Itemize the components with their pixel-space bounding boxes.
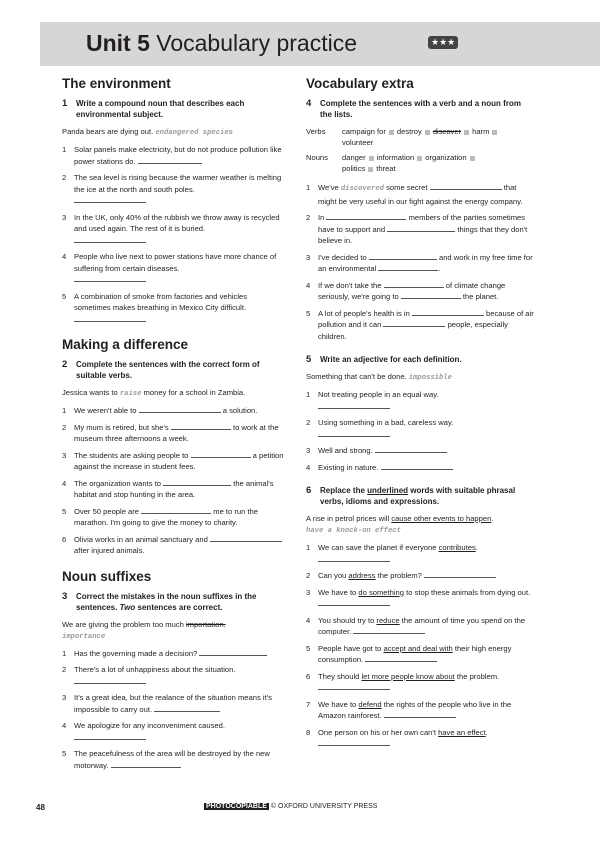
- item-text: You should try to: [318, 615, 375, 625]
- exercise-instruction: [62, 591, 284, 613]
- item-number: 1: [306, 543, 311, 552]
- item-number: 1: [62, 648, 67, 658]
- exercise-item: [306, 643, 534, 666]
- item-text: We have to: [318, 587, 357, 597]
- right-column: [306, 76, 534, 762]
- noun-word: information: [376, 153, 415, 162]
- item-number: 6: [306, 671, 311, 681]
- answer-blank[interactable]: [383, 319, 445, 327]
- unit-header: [40, 22, 600, 66]
- item-number: 5: [306, 643, 311, 653]
- section-heading: Noun suffixes: [62, 568, 152, 584]
- left-column: [62, 76, 284, 783]
- item-text: In: [318, 213, 325, 222]
- exercise-instruction: [62, 359, 284, 381]
- item-text: things that they don't believe in.: [318, 224, 528, 245]
- item-text: .: [438, 264, 441, 273]
- answer-blank[interactable]: [353, 626, 425, 634]
- instruction-underlined: underlined: [367, 486, 409, 495]
- answer-blank[interactable]: [412, 308, 484, 316]
- exercise-item: [306, 182, 534, 207]
- item-text: A combination of smoke from factories and vehicles sometimes makes breathing in Mexico City difficult.: [74, 291, 248, 312]
- item-number: 1: [62, 145, 67, 154]
- item-number: 2: [62, 173, 67, 182]
- item-number: 2: [306, 213, 311, 222]
- exercise-number: 2: [62, 359, 68, 370]
- instruction-text: Complete the sentences with a verb and a noun from the lists.: [320, 99, 521, 119]
- exercise-number: 1: [62, 98, 68, 109]
- item-number: 6: [62, 534, 67, 544]
- item-text: In the UK, only 40% of the rubbish we throw away is recycled and used again. The rest of it is buried.: [74, 212, 280, 233]
- exercise-item: [62, 648, 284, 660]
- instruction-emphasis: Two: [119, 602, 136, 612]
- answer-blank[interactable]: [378, 263, 441, 273]
- example-answer: importance: [62, 632, 106, 641]
- item-text: people, especially children.: [318, 320, 508, 341]
- item-text: a petition against the increase in student fees.: [74, 450, 284, 471]
- item-text: One person on his or her own can't: [318, 727, 436, 737]
- example-text: Something that can't be done.: [306, 372, 407, 381]
- item-text: We weren't able to: [74, 406, 137, 415]
- answer-blank[interactable]: [430, 182, 502, 190]
- item-text: the amount of time you spend on the computer.: [318, 615, 526, 636]
- item-text: the planet.: [462, 292, 499, 301]
- item-number: 4: [62, 252, 67, 261]
- item-text: The organization wants to: [74, 478, 161, 488]
- verbs-list: [342, 126, 500, 148]
- item-text: members of the parties sometimes have to support and: [318, 213, 526, 234]
- example: [306, 371, 534, 384]
- example-text: A rise in petrol prices will: [306, 514, 390, 523]
- item-number: 5: [62, 291, 67, 301]
- item-text: Not treating people in an equal way.: [318, 390, 439, 399]
- item-text: their high energy consumption.: [318, 643, 512, 664]
- answer-blank[interactable]: [191, 450, 251, 458]
- verb-word: harm: [472, 127, 490, 136]
- example: [306, 513, 534, 537]
- item-number: 3: [306, 587, 311, 597]
- item-number: 5: [62, 749, 67, 758]
- answer-blank[interactable]: [381, 462, 453, 470]
- item-text: My mum is retired, but she's: [74, 422, 169, 432]
- answer-blank[interactable]: [318, 554, 390, 562]
- nouns-label: Nouns: [306, 153, 328, 162]
- item-number: 1: [306, 183, 311, 192]
- exercise-item: [62, 692, 284, 715]
- item-text: the rights of the people who live in the Amazon rainforest.: [318, 699, 512, 720]
- item-text: a solution.: [222, 406, 258, 415]
- item-number: 2: [306, 418, 311, 427]
- instruction-part: Replace the: [320, 486, 365, 495]
- page-title: [86, 30, 357, 57]
- exercise-item: [62, 748, 284, 771]
- item-text: the animal's habitat and stop hunting in the area.: [74, 478, 274, 499]
- answer-blank[interactable]: [139, 405, 221, 413]
- exercise-item: [62, 450, 284, 473]
- item-text: the problem?: [377, 571, 422, 580]
- verbs-row: [306, 126, 534, 148]
- item-number: 4: [62, 721, 67, 730]
- footer-credit: [204, 803, 377, 810]
- instruction-part: sentences are correct.: [137, 602, 223, 612]
- item-text: .: [475, 543, 478, 552]
- item-number: 8: [306, 727, 311, 737]
- noun-word: politics: [342, 164, 366, 173]
- underlined-phrase: do something: [358, 587, 404, 597]
- instruction-text: Write an adjective for each definition.: [320, 355, 462, 364]
- answer-blank[interactable]: [387, 224, 455, 232]
- example-answer: endangered species: [155, 129, 233, 137]
- exercise-instruction: [62, 98, 284, 120]
- item-text: to stop these animals from dying out.: [406, 587, 531, 597]
- answer-blank[interactable]: [74, 732, 146, 740]
- answer-blank[interactable]: [163, 478, 231, 486]
- exercise-item: [62, 291, 284, 326]
- answer-blank[interactable]: [171, 422, 231, 430]
- item-number: 5: [306, 308, 311, 318]
- item-number: 4: [306, 280, 311, 290]
- item-text: Over 50 people are: [74, 506, 140, 516]
- item-text: People who live next to power stations have more chance of suffering from certain diseases.: [74, 252, 277, 273]
- noun-word: threat: [376, 164, 396, 173]
- exercise-item: [306, 280, 534, 303]
- word-lists: [306, 126, 534, 174]
- example-underlined: cause other events to happen: [391, 514, 492, 523]
- noun-word: danger: [342, 153, 366, 162]
- item-number: 7: [306, 699, 311, 709]
- answer-blank[interactable]: [318, 429, 390, 437]
- item-text: that might be very useful in our fight against the energy company.: [318, 183, 523, 206]
- instruction-text: Write a compound noun that describes each environmental subject.: [76, 99, 245, 119]
- answer-blank[interactable]: [138, 156, 202, 164]
- item-text: We've: [318, 183, 339, 192]
- item-text: The students are asking people to: [74, 450, 189, 460]
- example: [62, 126, 284, 139]
- verb-word-used: discover: [432, 127, 462, 136]
- exercise-item: [62, 506, 284, 529]
- item-text: Olivia works in an animal sanctuary and: [74, 534, 208, 544]
- page-footer: [0, 803, 612, 815]
- exercise-item: [306, 727, 534, 750]
- item-text: There's a lot of unhappiness about the situation.: [74, 665, 236, 674]
- item-text: me to run the marathon. I'm going to give the money to charity.: [74, 506, 259, 527]
- section-noun-suffixes: [62, 569, 284, 772]
- difficulty-stars: [428, 36, 458, 49]
- page-number: 48: [36, 803, 45, 812]
- instruction-part: words with suitable phrasal verbs, idioms and expressions.: [320, 486, 516, 506]
- exercise-item: [62, 172, 284, 207]
- verb-word: volunteer: [342, 138, 374, 147]
- answer-blank[interactable]: [154, 704, 220, 712]
- item-text: A lot of people's health is in: [318, 308, 410, 318]
- item-number: 1: [62, 406, 67, 415]
- example-text: .: [491, 514, 494, 523]
- example: [62, 387, 284, 400]
- nouns-row: [306, 152, 534, 174]
- answer-blank[interactable]: [365, 654, 437, 662]
- item-text: of climate change seriously, we're going to: [318, 280, 506, 301]
- item-text: Can you: [318, 571, 347, 580]
- answer-blank[interactable]: [369, 252, 437, 260]
- example: [62, 619, 284, 643]
- exercise-instruction: [306, 354, 534, 365]
- instruction-text: [76, 591, 284, 613]
- answer-blank[interactable]: [318, 401, 390, 409]
- answer-blank[interactable]: [318, 598, 390, 606]
- answer-blank[interactable]: [74, 195, 146, 203]
- item-text: We have to: [318, 699, 357, 709]
- section-heading: The environment: [62, 76, 171, 91]
- answer-blank[interactable]: [401, 291, 461, 299]
- example-answer: discovered: [340, 185, 384, 193]
- answer-blank[interactable]: [199, 648, 267, 656]
- example-answer: raise: [119, 390, 142, 398]
- exercise-item: [306, 671, 534, 694]
- item-text: to work at the museum three afternoons a week.: [74, 422, 279, 443]
- exercise-number: 4: [306, 98, 312, 109]
- exercise-item: [306, 417, 534, 440]
- item-text: the problem.: [456, 671, 500, 681]
- underlined-phrase: address: [348, 571, 376, 580]
- item-number: 4: [306, 615, 311, 625]
- example-text: Jessica wants to: [62, 388, 118, 397]
- copyright-text: © OXFORD UNIVERSITY PRESS: [270, 803, 378, 810]
- exercise-item: [62, 478, 284, 501]
- exercise-item: [306, 252, 534, 275]
- item-number: 2: [62, 665, 67, 674]
- item-text: They should: [318, 671, 360, 681]
- verb-word: destroy: [396, 127, 422, 136]
- item-text: because of air pollution and it can: [318, 308, 534, 329]
- item-text: The sea level is rising because the warmer weather is melting the ice at the north and south poles.: [74, 173, 282, 194]
- exercise-number: 5: [306, 354, 312, 365]
- item-text: The peacefulness of the area will be destroyed by the new motorway.: [74, 749, 270, 770]
- item-text: People have got to: [318, 643, 382, 653]
- exercise-item: [306, 615, 534, 638]
- item-text: Existing in nature.: [318, 462, 379, 472]
- item-text: .: [485, 727, 488, 737]
- unit-label: Unit 5: [86, 30, 150, 56]
- star-icon: ★: [431, 37, 440, 47]
- item-number: 2: [62, 422, 67, 432]
- exercise-item: [62, 212, 284, 247]
- exercise-item: [306, 570, 534, 582]
- underlined-phrase: contributes: [438, 543, 476, 552]
- exercise-item: [306, 462, 534, 474]
- answer-blank[interactable]: [74, 676, 146, 684]
- item-text: some secret: [386, 183, 428, 192]
- item-number: 4: [306, 462, 311, 472]
- item-text: We apologize for any inconveniment caused.: [74, 721, 225, 730]
- item-number: 3: [306, 252, 311, 262]
- item-text: It's a great idea, but the realance of the situation means it's impossible to carry out.: [74, 693, 272, 714]
- item-text: Using something in a bad, careless way.: [318, 418, 454, 427]
- item-number: 3: [62, 212, 67, 222]
- item-number: 2: [306, 571, 311, 580]
- item-text: after injured animals.: [74, 546, 145, 555]
- exercise-item: [62, 720, 284, 743]
- underlined-phrase: let more people know about: [361, 671, 455, 681]
- exercise-item: [306, 445, 534, 457]
- answer-blank[interactable]: [141, 506, 211, 514]
- item-number: 3: [62, 693, 67, 702]
- section-phrasal-verbs: [306, 485, 534, 750]
- exercise-item: [62, 422, 284, 445]
- item-text: Well and strong.: [318, 446, 373, 455]
- exercise-item: [306, 389, 534, 412]
- exercise-item: [62, 144, 284, 167]
- item-number: 1: [306, 390, 311, 399]
- answer-blank[interactable]: [384, 710, 456, 718]
- answer-blank[interactable]: [384, 280, 444, 288]
- answer-blank[interactable]: [111, 760, 181, 768]
- noun-word: organization: [425, 153, 467, 162]
- exercise-item: [306, 699, 534, 722]
- underlined-phrase: defend: [358, 699, 382, 709]
- item-text: If we don't take the: [318, 280, 382, 290]
- answer-blank[interactable]: [318, 682, 390, 690]
- exercise-number: 6: [306, 485, 312, 496]
- instruction-part: Correct the mistakes in the noun suffixes in the sentences.: [76, 591, 257, 612]
- underlined-phrase: have an effect: [438, 727, 486, 737]
- section-vocabulary-extra: [306, 76, 534, 342]
- exercise-item: [306, 542, 534, 565]
- example-struck-word: importation.: [185, 619, 226, 629]
- exercise-item: [62, 664, 284, 687]
- example-answer: have a knock-on effect: [306, 527, 401, 535]
- exercise-instruction: [306, 485, 534, 507]
- answer-blank[interactable]: [424, 570, 496, 578]
- exercise-item: [62, 534, 284, 557]
- item-number: 4: [62, 478, 67, 488]
- underlined-phrase: reduce: [376, 615, 400, 625]
- answer-blank[interactable]: [74, 235, 146, 243]
- example-text: Panda bears are dying out.: [62, 127, 154, 136]
- item-text: I've decided to: [318, 252, 367, 262]
- star-icon: ★: [439, 37, 448, 47]
- verb-word: campaign for: [342, 127, 386, 136]
- exercise-instruction: [306, 98, 534, 120]
- example-text: money for a school in Zambia.: [143, 388, 246, 397]
- photocopiable-badge: PHOTOCOPIABLE: [206, 803, 267, 810]
- instruction-text: Complete the sentences with the correct form of suitable verbs.: [76, 360, 260, 380]
- answer-blank[interactable]: [74, 274, 146, 282]
- star-icon: ★: [447, 37, 456, 47]
- exercise-item: [306, 308, 534, 343]
- exercise-item: [306, 587, 534, 610]
- section-adjectives: [306, 354, 534, 473]
- item-text: Has the governing made a decision?: [74, 648, 198, 658]
- underlined-phrase: accept and deal with: [383, 643, 453, 653]
- nouns-list: [342, 152, 478, 174]
- item-text: and work in my free time for an environmental: [318, 252, 533, 273]
- section-heading: Making a difference: [62, 337, 189, 352]
- exercise-item: [306, 212, 534, 247]
- example-answer: impossible: [408, 374, 452, 382]
- answer-blank[interactable]: [375, 445, 447, 453]
- item-number: 3: [62, 450, 67, 460]
- item-text: We can save the planet if everyone: [318, 543, 437, 552]
- exercise-item: [62, 251, 284, 286]
- answer-blank[interactable]: [210, 534, 282, 542]
- section-making-difference: [62, 337, 284, 557]
- item-number: 5: [62, 506, 67, 516]
- item-text: Solar panels make electricity, but do not produce pollution like power stations do.: [74, 145, 282, 166]
- answer-blank[interactable]: [326, 212, 406, 220]
- example-text: We are giving the problem too much: [62, 619, 184, 629]
- answer-blank[interactable]: [318, 738, 390, 746]
- title-text: Vocabulary practice: [156, 30, 358, 56]
- exercise-number: 3: [62, 590, 68, 602]
- section-environment: [62, 76, 284, 325]
- item-number: 3: [306, 446, 311, 455]
- instruction-text: [320, 485, 534, 507]
- section-heading: Vocabulary extra: [306, 76, 414, 91]
- verbs-label: Verbs: [306, 127, 326, 136]
- answer-blank[interactable]: [74, 314, 146, 322]
- exercise-item: [62, 405, 284, 417]
